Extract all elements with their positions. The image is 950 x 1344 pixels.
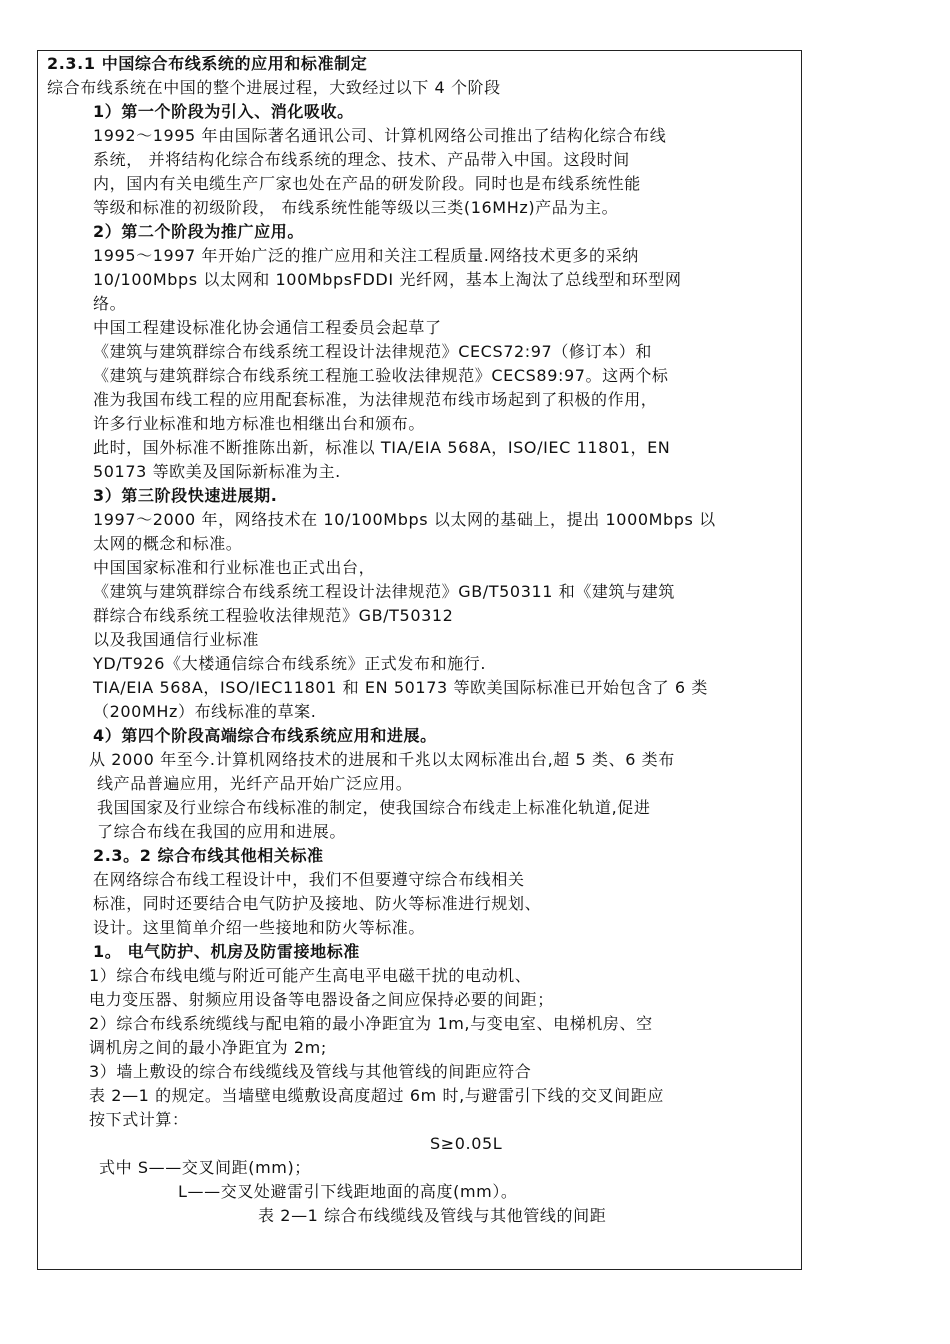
- text-line: 设计。这里简单介绍一些接地和防火等标准。: [93, 918, 426, 937]
- text-line: 1992～1995 年由国际著名通讯公司、计算机网络公司推出了结构化综合布线: [93, 126, 667, 145]
- text-line: 络。: [93, 294, 127, 313]
- text-line: 此时，国外标准不断推陈出新，标准以 TIA/EIA 568A，ISO/IEC 11801，EN: [93, 438, 671, 457]
- text-line: 2）第二个阶段为推广应用。: [93, 222, 304, 241]
- text-line: （200MHz）布线标准的草案.: [93, 702, 317, 721]
- text-line: 等级和标准的初级阶段， 布线系统性能等级以三类(16MHz)产品为主。: [93, 198, 619, 217]
- text-line: 1995～1997 年开始广泛的推广应用和关注工程质量.网络技术更多的采纳: [93, 246, 639, 265]
- text-line: 调机房之间的最小净距宜为 2m;: [89, 1038, 327, 1057]
- text-line: 标准，同时还要结合电气防护及接地、防火等标准进行规划、: [93, 894, 542, 913]
- text-line: 50173 等欧美及国际新标准为主.: [93, 462, 341, 481]
- text-line: 内，国内有关电缆生产厂家也处在产品的研发阶段。同时也是布线系统性能: [93, 174, 641, 193]
- text-line: 了综合布线在我国的应用和进展。: [97, 822, 347, 841]
- text-line: 2.3。2 综合布线其他相关标准: [93, 846, 324, 865]
- text-line: 《建筑与建筑群综合布线系统工程施工验收法律规范》CECS89:97。这两个标: [93, 366, 669, 385]
- text-line: TIA/EIA 568A，ISO/IEC11801 和 EN 50173 等欧美国际标准已开始包含了 6 类: [93, 678, 709, 697]
- text-line: 1）第一个阶段为引入、消化吸收。: [93, 102, 354, 121]
- text-line: 许多行业标准和地方标准也相继出台和颁布。: [93, 414, 426, 433]
- text-line: 2）综合布线系统缆线与配电箱的最小净距宜为 1m,与变电室、电梯机房、空: [89, 1014, 653, 1033]
- text-line: 4）第四个阶段高端综合布线系统应用和进展。: [93, 726, 437, 745]
- text-line: 综合布线系统在中国的整个进展过程，大致经过以下 4 个阶段: [47, 78, 501, 97]
- text-line: 1。 电气防护、机房及防雷接地标准: [93, 942, 360, 961]
- text-line: 中国工程建设标准化协会通信工程委员会起草了: [93, 318, 442, 337]
- text-line: 表 2—1 综合布线缆线及管线与其他管线的间距: [258, 1206, 607, 1225]
- text-line: 《建筑与建筑群综合布线系统工程设计法律规范》GB/T50311 和《建筑与建筑: [93, 582, 675, 601]
- text-line: 电力变压器、射频应用设备等电器设备之间应保持必要的间距；: [89, 990, 554, 1009]
- text-line: 中国国家标准和行业标准也正式出台，: [93, 558, 376, 577]
- text-line: 3）墙上敷设的综合布线缆线及管线与其他管线的间距应符合: [89, 1062, 532, 1081]
- text-line: 太网的概念和标准。: [93, 534, 243, 553]
- text-line: 式中 S——交叉间距(mm)；: [99, 1158, 311, 1177]
- text-line: 3）第三阶段快速进展期.: [93, 486, 278, 505]
- text-line: 2.3.1 中国综合布线系统的应用和标准制定: [47, 54, 368, 73]
- text-line: 1997～2000 年，网络技术在 10/100Mbps 以太网的基础上，提出 1000Mbps 以: [93, 510, 716, 529]
- text-line: 按下式计算：: [89, 1110, 189, 1129]
- text-line: L——交叉处避雷引下线距地面的高度(mm）。: [178, 1182, 518, 1201]
- text-line: 群综合布线系统工程验收法律规范》GB/T50312: [93, 606, 454, 625]
- text-line: 线产品普遍应用，光纤产品开始广泛应用。: [97, 774, 413, 793]
- text-line: 从 2000 年至今.计算机网络技术的进展和千兆以太网标准出台,超 5 类、6 类布: [89, 750, 675, 769]
- text-line: 在网络综合布线工程设计中，我们不但要遵守综合布线相关: [93, 870, 525, 889]
- text-line: 以及我国通信行业标准: [93, 630, 260, 649]
- text-line: 表 2—1 的规定。当墙壁电缆敷设高度超过 6m 时,与避雷引下线的交叉间距应: [89, 1086, 664, 1105]
- text-line: S≥0.05L: [430, 1134, 503, 1153]
- text-line: 1）综合布线电缆与附近可能产生高电平电磁干扰的电动机、: [89, 966, 532, 985]
- text-line: 我国国家及行业综合布线标准的制定，使我国综合布线走上标准化轨道,促进: [97, 798, 651, 817]
- text-line: YD/T926《大楼通信综合布线系统》正式发布和施行.: [93, 654, 487, 673]
- text-line: 准为我国布线工程的应用配套标准，为法律规范布线市场起到了积极的作用，: [93, 390, 658, 409]
- text-line: 10/100Mbps 以太网和 100MbpsFDDI 光纤网，基本上淘汰了总线型和环型网: [93, 270, 682, 289]
- text-line: 《建筑与建筑群综合布线系统工程设计法律规范》CECS72:97（修订本）和: [93, 342, 652, 361]
- text-line: 系统， 并将结构化综合布线系统的理念、技术、产品带入中国。这段时间: [93, 150, 630, 169]
